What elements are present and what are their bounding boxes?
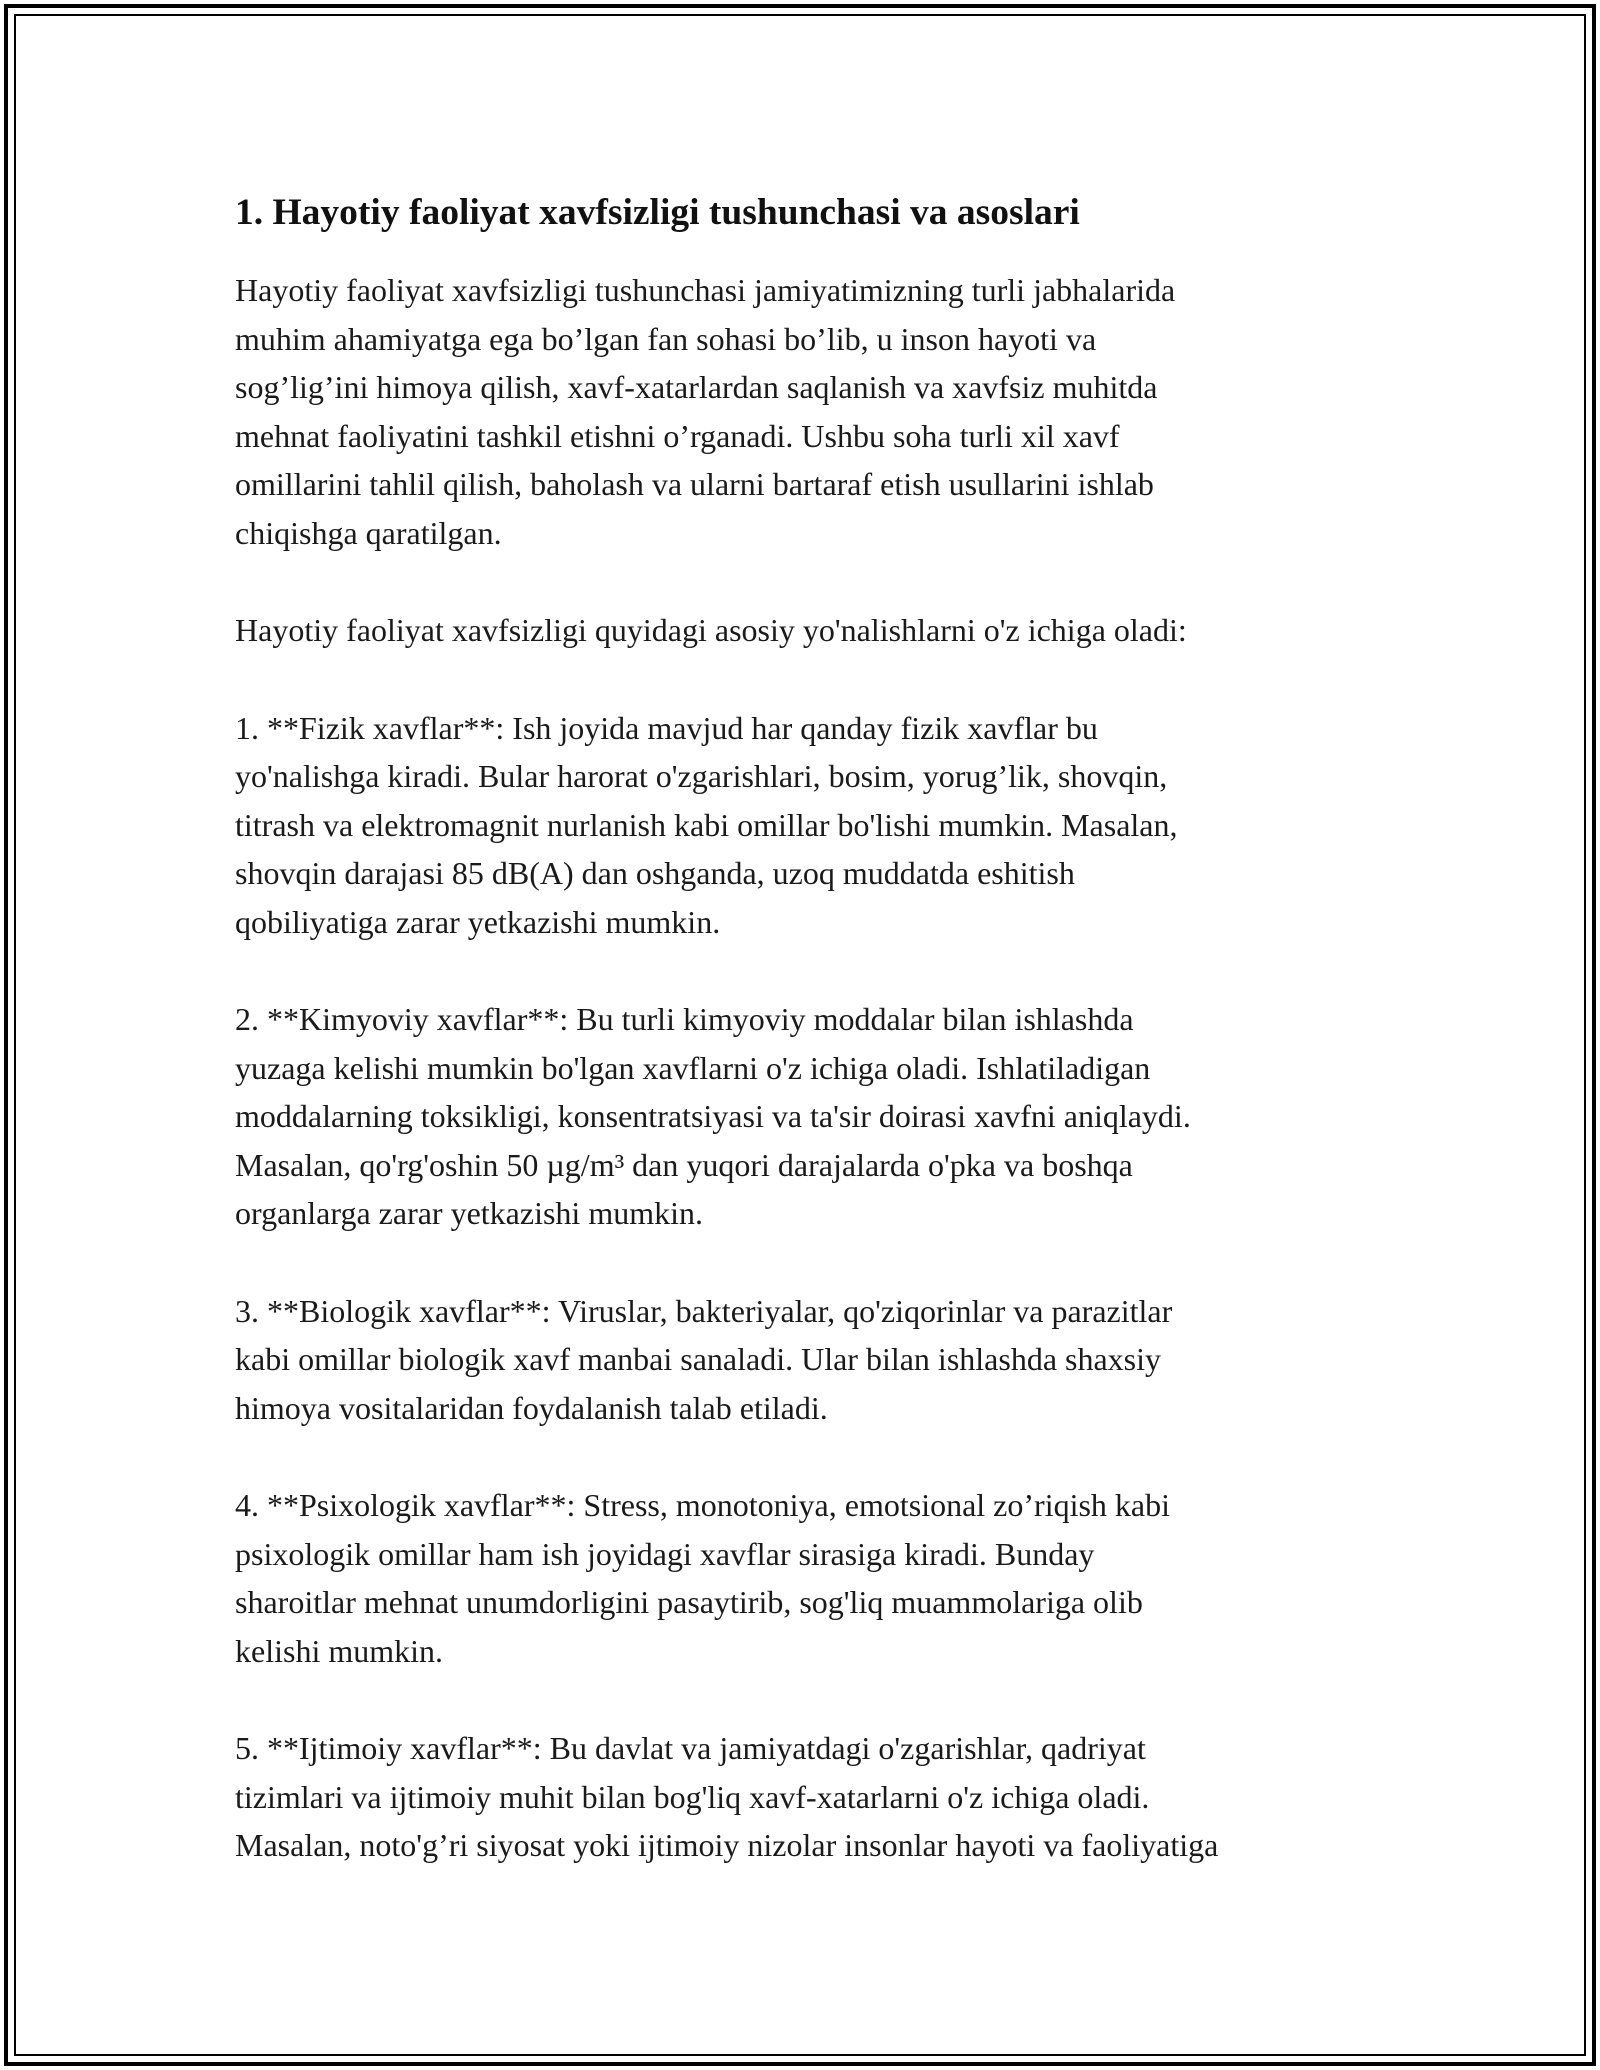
text-line: yuzaga kelishi mumkin bo'lgan xavflarni o'z ichiga oladi. Ishlatiladigan (235, 1049, 1151, 1086)
text-line: shovqin darajasi 85 dB(A) dan oshganda, uzoq muddatda eshitish (235, 855, 1075, 891)
text-line: 5. **Ijtimoiy xavflar**: Bu davlat va jamiyatdagi o'zgarishlar, qadriyat (235, 1730, 1146, 1766)
paragraph-directions (235, 606, 1415, 655)
text-line: qobiliyatiga zarar yetkazishi mumkin. (235, 903, 721, 940)
text-line: 1. **Fizik xavflar**: Ish joyida mavjud har qanday fizik xavflar bu (235, 709, 1098, 746)
text-line: Masalan, noto'g’ri siyosat yoki ijtimoiy nizolar insonlar hayoti va faoliyatiga (235, 1827, 1219, 1863)
text-line: mehnat faoliyatini tashkil etishni o’rganadi. Ushbu soha turli xil xavf (235, 417, 1120, 454)
text-line: yo'nalishga kiradi. Bular harorat o'zgarishlari, bosim, yorug’lik, shovqin, (235, 758, 1168, 794)
section-heading: 1. Hayotiy faoliyat xavfsizligi tushunchasi va asoslari (235, 192, 1080, 233)
paragraph-chemical-hazards (235, 995, 1415, 1238)
text-line: kabi omillar biologik xavf manbai sanaladi. Ular bilan ishlashda shaxsiy (235, 1341, 1162, 1377)
text-line: moddalarning toksikligi, konsentratsiyasi va ta'sir doirasi xavfni aniqlaydi. (235, 1098, 1191, 1134)
text-line: sharoitlar mehnat unumdorligini pasaytirib, sog'liq muammolariga olib (235, 1584, 1143, 1620)
paragraph-biological-hazards (235, 1287, 1415, 1433)
text-line: Hayotiy faoliyat xavfsizligi tushunchasi jamiyatimizning turli jabhalarida (235, 272, 1176, 308)
paragraph-social-hazards (235, 1724, 1415, 1870)
paragraph-psychological-hazards (235, 1481, 1415, 1675)
text-line: titrash va elektromagnit nurlanish kabi omillar bo'lishi mumkin. Masalan, (235, 806, 1178, 843)
text-line: Masalan, qo'rg'oshin 50 µg/m³ dan yuqori darajalarda o'pka va boshqa (235, 1146, 1133, 1183)
document-body (235, 186, 1415, 1870)
text-line: psixologik omillar ham ish joyidagi xavflar sirasiga kiradi. Bunday (235, 1535, 1095, 1572)
text-line: sog’lig’ini himoya qilish, xavf-xatarlardan saqlanish va xavfsiz muhitda (235, 369, 1158, 405)
text-line: kelishi mumkin. (235, 1632, 443, 1669)
text-line: himoya vositalaridan foydalanish talab etiladi. (235, 1389, 828, 1426)
text-line: 2. **Kimyoviy xavflar**: Bu turli kimyoviy moddalar bilan ishlashda (235, 1001, 1134, 1037)
text-line: muhim ahamiyatga ega bo’lgan fan sohasi bo’lib, u inson hayoti va (235, 320, 1097, 357)
text-line: tizimlari va ijtimoiy muhit bilan bog'liq xavf-xatarlarni o'z ichiga oladi. (235, 1778, 1150, 1815)
paragraph-intro (235, 266, 1415, 557)
paragraph-physical-hazards (235, 704, 1415, 947)
text-line: organlarga zarar yetkazishi mumkin. (235, 1195, 703, 1231)
text-line: chiqishga qaratilgan. (235, 514, 502, 551)
text-line: Hayotiy faoliyat xavfsizligi quyidagi asosiy yo'nalishlarni o'z ichiga oladi: (235, 612, 1187, 648)
text-line: omillarini tahlil qilish, baholash va ularni bartaraf etish usullarini ishlab (235, 466, 1154, 502)
text-line: 3. **Biologik xavflar**: Viruslar, bakteriyalar, qo'ziqorinlar va parazitlar (235, 1292, 1173, 1329)
text-line: 4. **Psixologik xavflar**: Stress, monotoniya, emotsional zo’riqish kabi (235, 1487, 1171, 1523)
